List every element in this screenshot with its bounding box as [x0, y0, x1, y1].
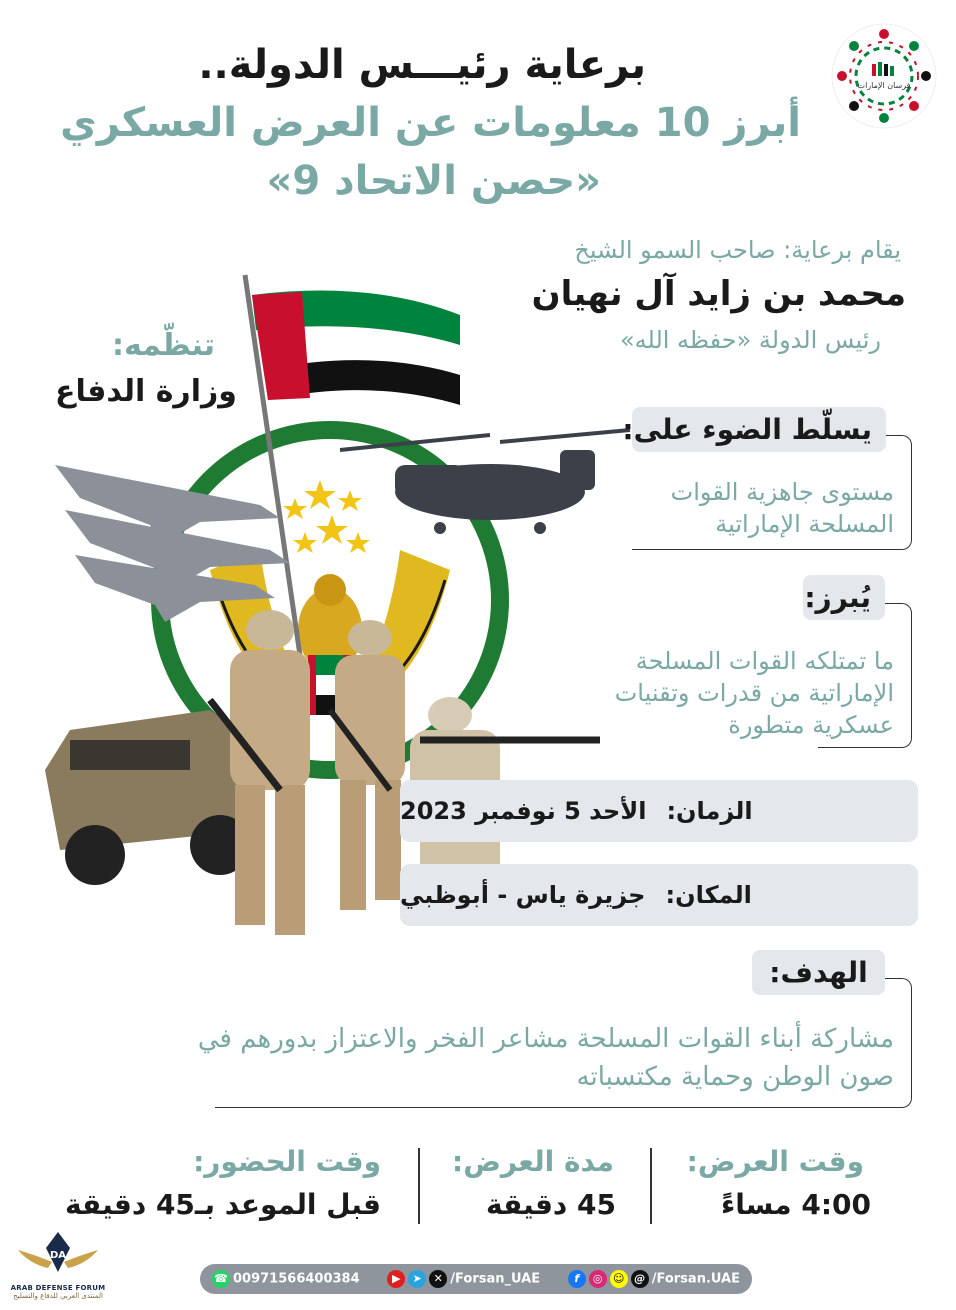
- facebook-icon: f: [568, 1270, 586, 1288]
- divider-1: [650, 1148, 652, 1224]
- highlight-tag: يسلّط الضوء على:: [632, 407, 886, 452]
- uae-flag-icon: [252, 291, 460, 406]
- attendance-label: وقت الحضور:: [193, 1145, 381, 1178]
- adf-caption-en: ARAB DEFENSE FORUM: [10, 1284, 106, 1292]
- divider-2: [418, 1148, 420, 1224]
- goal-underline: [215, 1107, 815, 1108]
- time-label: الزمان:: [666, 797, 753, 825]
- goal-text: مشاركة أبناء القوات المسلحة مشاعر الفخر والاعتزاز بدورهم في صون الوطن وحماية مكتسباته: [197, 1024, 894, 1092]
- adf-eagle-icon: [8, 1228, 108, 1280]
- headline-event-name: «حصن الاتحاد 9»: [266, 158, 601, 204]
- svg-text:DA: DA: [49, 1250, 67, 1261]
- patron-title: رئيس الدولة «حفظه الله»: [619, 326, 881, 354]
- duration-value: 45 دقيقة: [486, 1188, 616, 1221]
- snapchat-icon: ☺: [610, 1270, 628, 1288]
- whatsapp-link[interactable]: ☎ 00971566400384: [212, 1270, 360, 1288]
- show-time-value: 4:00 مساءً: [720, 1188, 871, 1221]
- adf-caption-ar: المنتدى العربي للدفاع والتسليح: [13, 1292, 103, 1300]
- youtube-icon: ▶: [387, 1270, 405, 1288]
- organizer-label: تنظّمه:: [112, 328, 216, 363]
- time-value: الأحد 5 نوفمبر 2023: [400, 797, 647, 825]
- forsan-uae-link-2[interactable]: f ◎ ☺ @ /Forsan.UAE: [568, 1270, 740, 1288]
- x-icon: ✕: [429, 1270, 447, 1288]
- show-time-label: وقت العرض:: [686, 1145, 864, 1178]
- forsan-uae-link-1[interactable]: ▶ ➤ ✕ /Forsan_UAE: [387, 1270, 540, 1288]
- forsan-logo: [828, 20, 940, 132]
- patron-label: يقام برعاية: صاحب السمو الشيخ: [574, 236, 901, 264]
- time-bar: [400, 780, 918, 842]
- social-footer: [200, 1264, 752, 1294]
- instagram-icon: ◎: [589, 1270, 607, 1288]
- attendance-value: قبل الموعد بـ45 دقيقة: [64, 1188, 381, 1221]
- arab-defense-forum-watermark: [8, 1228, 108, 1306]
- headline-patronage: برعاية رئيـــس الدولة..: [198, 42, 646, 88]
- whatsapp-icon: ☎: [212, 1270, 230, 1288]
- patron-name: محمد بن زايد آل نهيان: [531, 274, 906, 314]
- telegram-icon: ➤: [408, 1270, 426, 1288]
- threads-icon: @: [631, 1270, 649, 1288]
- duration-label: مدة العرض:: [452, 1145, 614, 1178]
- headline-main: أبرز 10 معلومات عن العرض العسكري: [60, 100, 801, 146]
- place-label: المكان:: [665, 881, 752, 909]
- showcase-tag: يُبرز:: [803, 575, 885, 620]
- place-bar: [400, 864, 918, 926]
- goal-tag: الهدف:: [752, 950, 885, 995]
- armored-vehicle-icon: [45, 710, 255, 885]
- logo-caption: فرسان الإمارات: [857, 81, 911, 90]
- showcase-text: ما تمتلكه القوات المسلحة الإماراتية من قدرات وتقنيات عسكرية متطورة: [614, 647, 894, 739]
- organizer-value: وزارة الدفاع: [55, 374, 237, 409]
- place-value: جزيرة ياس - أبوظبي: [400, 881, 646, 909]
- highlight-text: مستوى جاهزية القوات المسلحة الإماراتية: [670, 478, 894, 538]
